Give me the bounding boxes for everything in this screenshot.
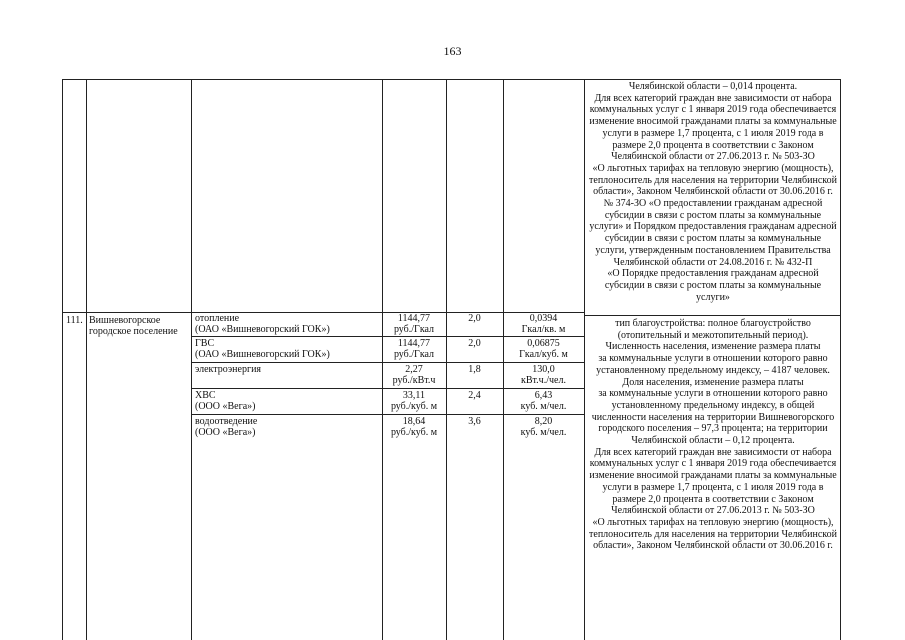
service-index: 1,8 — [468, 364, 481, 375]
service-name: водоотведение (ООО «Вега») — [195, 416, 258, 438]
col-border — [191, 79, 192, 640]
service-border — [191, 388, 584, 389]
service-tariff: 18,64 руб./куб. м — [390, 416, 438, 438]
municipality-name: Вишневогорское городское поселение — [89, 315, 178, 337]
service-volume: 0,0394 Гкал/кв. м — [521, 313, 566, 335]
tariff-table — [62, 79, 841, 640]
service-name: ГВС (ОАО «Вишневогорский ГОК») — [195, 338, 330, 360]
col-border — [446, 79, 447, 640]
service-tariff: 1144,77 руб./Гкал — [393, 313, 435, 335]
service-tariff: 2,27 руб./кВт.ч — [392, 364, 436, 386]
service-volume: 6,43 куб. м/чел. — [520, 390, 567, 412]
service-volume: 0,06875 Гкал/куб. м — [519, 338, 568, 360]
row-border — [62, 79, 841, 80]
row-description: тип благоустройства: полное благоустройство (отопительный и межотопительный период). Численность населения, изменение размера платы за коммунальные услуги в отношении которого равно установленному предельному индексу, – 4187 человек. Доля населения, изменение размера платы за коммунальные услуги в отношении которого равно установленному предельному индексу, в общей численности населения на территории Вишневогорского городского поселения – 97,3 процента; на территории Челябинской области – 0,12 процента. Для всех категорий граждан вне зависимости от набора коммунальных услуг с 1 января 2019 года обеспечивается изменение вносимой гражданами платы за коммунальные услуги в размере 1,7 процента, с 1 июля 2019 года в размере 2,0 процента в соответствии с Законом Челябинской области от 27.06.2013 г. № 503-ЗО «О льготных тарифах на тепловую энергию (мощность), теплоноситель для населения на территории Челябинской области», Законом Челябинской области от 30.06.2016 г. — [589, 318, 837, 552]
service-volume: 130,0 кВт.ч./чел. — [521, 364, 566, 386]
service-index: 2,0 — [468, 313, 481, 324]
service-name: электроэнергия — [195, 364, 262, 375]
top-description: Челябинской области – 0,014 процента. Для всех категорий граждан вне зависимости от набора коммунальных услуг с 1 января 2019 года обеспечивается изменение вносимой гражданами платы за коммунальные услуги в размере 1,7 процента, с 1 июля 2019 года в размере 2,0 процента в соответствии с Законом Челябинской области от 27.06.2013 г. № 503-ЗО «О льготных тарифах на тепловую энергию (мощность), теплоноситель для населения на территории Челябинской области», Законом Челябинской области от 30.06.2016 г. № 374-ЗО «О предоставлении гражданам адресной субсидии в связи с ростом платы за коммунальные услуги» и Порядком предоставления гражданам адресной субсидии в связи с ростом платы за коммунальные услуги, утвержденным постановлением Правительства Челябинской области от 24.08.2016 г. № 432-П «О Порядке предоставления гражданам адресной субсидии в связи с ростом платы за коммунальные услуги» — [589, 81, 837, 303]
page-number: 163 — [443, 44, 462, 58]
service-name: ХВС (ООО «Вега») — [195, 390, 256, 412]
service-tariff: 33,11 руб./куб. м — [390, 390, 438, 412]
service-name: отопление (ОАО «Вишневогорский ГОК») — [195, 313, 330, 335]
service-tariff: 1144,77 руб./Гкал — [393, 338, 435, 360]
service-index: 2,0 — [468, 338, 481, 349]
col-border — [86, 79, 87, 640]
service-volume: 8,20 куб. м/чел. — [520, 416, 567, 438]
service-index: 3,6 — [468, 416, 481, 427]
col-border — [62, 79, 63, 640]
service-border — [191, 336, 584, 337]
service-border — [191, 362, 584, 363]
row-number: 111. — [66, 315, 83, 326]
service-border — [191, 414, 584, 415]
service-index: 2,4 — [468, 390, 481, 401]
row-border — [584, 315, 841, 316]
